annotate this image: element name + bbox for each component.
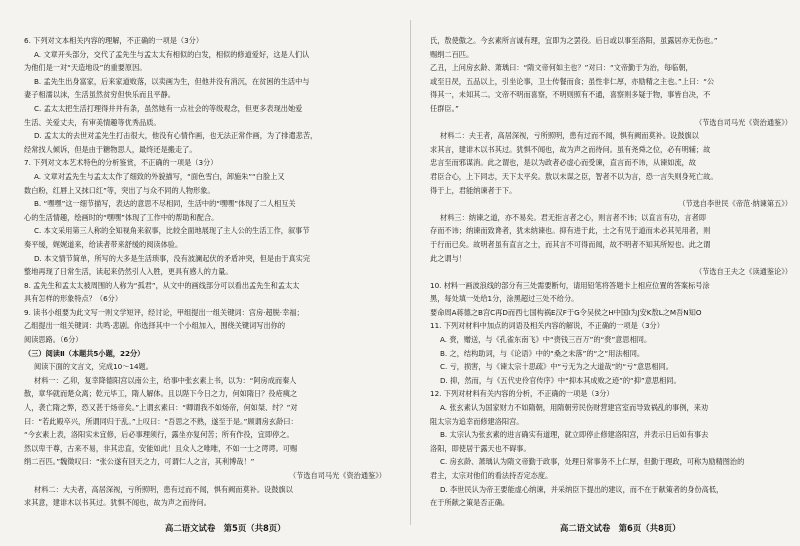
left-page-line: C. 孟太太把生活打理得井井有条，虽然她有一点社会的等级观念，但更多表现出她爱	[34, 103, 303, 113]
page-6	[430, 34, 800, 512]
right-page-line: 于行而已矣。故明者虽有直言之士，而其言不可得而闻，故不明者不知其所短也。此之谓	[430, 239, 711, 249]
left-page-line: C. 本文采用第三人称的全知视角来叙事，比较全面地展现了主人公的生活工作，叙事节	[34, 226, 310, 236]
left-page-line: A. 文章开头部分，交代了孟先生与孟太太有相似的白发，相似的修道爱好，这是人们认	[34, 49, 310, 59]
left-page-line: “今玄素上表，洛阳实未宜修，后必事理须行，露坐亦复何苦；所有作役，宜即停之。	[24, 430, 294, 440]
right-page-line: 11. 下列对材料中加点的词语及相关内容的解说，不正确的一项是（3分）	[430, 321, 664, 331]
right-page-line: B. 太宗认为张玄素的进言确实有道理，就立即停止修建洛阳宫，并表示日后如有事去	[440, 430, 709, 440]
right-page-line: A. 张玄素认为国家财力不如隋朝，用隋朝劳民伤财营建宫室而导致祸乱的事例，来劝	[440, 403, 709, 413]
left-page-line: D. 孟太太的去世对孟先生打击很大，他没有心情作画，也无法正常作画，为了排遣悲苦，	[34, 131, 318, 141]
right-page-line: 10. 材料一画波浪线的部分有三处需要断句，请用铅笔将答题卡上相应位置的答案标号涂	[430, 280, 710, 290]
left-page-line: 7. 下列对文本艺术特色的分析鉴赏，不正确的一项是（3分）	[24, 158, 218, 168]
left-page-line: B. 孟先生出身富家，后来家道败落，以卖画为生，但他并没有消沉，在贫困的生活中与	[34, 76, 310, 86]
left-page-line: 散，章华就而楚众离；乾元毕工，隋人解体。且以陛下今日之力，何如隋日？役疮痍之	[24, 389, 298, 399]
left-page-line: （三）阅读Ⅱ（本题共5小题，22分）	[24, 348, 145, 358]
right-page-line: 君臣合心，上下同志，天下太平矣。敖以未谋之臣，智者不以为言，恐一言失则身死亡故。	[430, 171, 718, 181]
left-page-line: 生活、关爱丈夫，有审美情趣等优秀品质。	[24, 117, 161, 127]
left-page-line: 6. 下列对文本相关内容的理解，不正确的一项是（3分）	[24, 36, 204, 45]
left-page-line: 妻子相濡以沫，生活虽然贫穷但快乐而且平静。	[24, 90, 175, 100]
page-divider	[410, 20, 411, 525]
right-page-line: 任群臣。”	[430, 103, 459, 113]
left-page-line: 材料一：乙卯，复幸降德阳宫以南公主，给事中张玄素上书，以为：“阿房成而秦人	[34, 375, 297, 385]
right-page-line: 要命周A蒋德之B宫C再D而西七国构祸E汉F于G令吴侯之H中国I为J安K敖L之M吾N知O	[430, 307, 702, 317]
left-page-line: D. 本文情节简单，所写的大多是生活琐事，没有波澜起伏的矛盾冲突，但是由于真实完	[34, 253, 311, 263]
right-page-line: 或至日昃，五品以上，引坐论事，卫士传餐而食；虽性非仁厚，亦励精之主也。”上曰：“公	[430, 76, 715, 86]
left-page-line: A. 文章对孟先生与孟太太作了细致的外貌描写，“面色雪白，卸施朱”“白脸上又	[34, 171, 285, 181]
left-page-line: 乙组提出一组关键词：共鸣·悲剧。你选择其中一个小组加入，围绕关键词写出你的	[24, 321, 286, 331]
left-page-line: 心的生活情趣，绘画时的“嘿嘿”体现了工作中的帮助和配合。	[24, 212, 219, 222]
right-page-line: 得于上，君能纳谏者于下。	[430, 185, 517, 195]
right-page-line: A. 赍，赠送，与《孔雀东南飞》中“赍钱三百万”的“赍”意思相同。	[440, 335, 652, 345]
right-page-line: C. 亏，损害，与《谏太宗十思疏》中“亏无为之大道哉”的“亏”意思相同。	[440, 362, 673, 372]
left-page-line: （节选自司马光《资治通鉴》）	[288, 471, 386, 480]
right-page-line: 材料三：纳谏之道，亦不易矣。君无拒言者之心，则言者不讳；以直言有功，言者即	[440, 212, 706, 222]
left-page-line: 绢二百匹。”魏徵叹曰：“张公遂有回天之力，可谓仁人之言，其利博哉！”	[24, 457, 255, 467]
right-page-line: 氏，敖使傲之。今玄素所言诚有理，宜即为之罢役。后日或以事至洛阳，虽露居亦无伤也。”	[430, 36, 718, 45]
right-page-line: 得其一，未知其二。文帝不明而喜察，不明则照有不通，喜察则多疑于物，事皆自决，不	[430, 90, 711, 100]
left-page-line: 经常找人倾诉，但是由于糖物思人，最终还是搬走了。	[24, 144, 197, 154]
right-page-line: 存而不讳；纳谏而致谗者，犹未纳谏也。抑有进于此，士之有见于道而未必其见用者，则	[430, 226, 711, 236]
page-5	[24, 34, 396, 512]
right-page-line: 求其言，建诽木以书其过。犹惧不闻也，故为声之而待问。虽有尧舜之位，必有明辅；故	[430, 144, 711, 154]
page-5-footer: 高二语文试卷 第5页（共8页）	[165, 523, 286, 533]
right-page-line: B. 之，结构助词，与《论语》中的“桑之未落”的“之”用法相同。	[440, 348, 645, 358]
left-page-line: 数白粉，红唇上又抹口红”等，突出了与众不同的人物形象。	[24, 185, 215, 195]
right-page-line: D. 抑，然而，与《五代史伶官传序》中“抑本其成败之迹”的“抑”意思相同。	[440, 375, 681, 385]
left-page-line: 9. 读书小组要为此文写一则文学短评，经讨论，甲组提出一组关键词：宫房·超脱·幸福；	[24, 307, 304, 317]
left-page-line: 具有怎样的形象特点？（6分）	[24, 294, 123, 304]
left-page-line: 曰：“若此殿卒兴，所谓同归于乱。”上叹曰：“吾思之不熟，遂至于是。”顾谓房玄龄曰：	[24, 416, 298, 426]
right-page-line: 洛阳，即使居于露天也不碍事。	[430, 443, 531, 453]
right-page-line: （节选自司马光《资治通鉴》）	[694, 117, 792, 127]
left-page-line: 阅读下面的文言文，完成10～14题。	[34, 362, 153, 372]
right-page-line: 12. 下列对材料有关内容的分析，不正确的一项是（3分）	[430, 389, 614, 399]
right-page-line: 在于所献之策是否正确。	[430, 498, 510, 508]
right-page-line: 君主，太宗对他们的看法持否定态度。	[430, 471, 553, 480]
left-page-line: 8. 孟先生和孟太太被周围的人称为“孤君”，从文中的画线部分可以看出孟先生和孟太太	[24, 280, 300, 290]
right-page-line: （节选自李世民《帝范·纳谏第五》）	[678, 199, 792, 209]
right-page-line: 阻太宗为追幸而修建洛阳宫。	[430, 416, 524, 426]
right-page-line: 忠言至而邪谋消。此之谓也，是以为政者必虚心而受谏，直言而不讳，从谏如流，故	[430, 158, 696, 168]
left-page-line: 整地再现了日常生活，读起来仍然引人入胜，更具有感人的力量。	[24, 267, 233, 277]
left-page-line: 为他们是一对“天造地设”的重要原因。	[24, 63, 147, 73]
left-page-line: 阅读思路。（6分）	[24, 335, 83, 345]
right-page-line: 材料二：夫王者，高居深视，亏所照明，患有过而不闻，惧有阙而莫补。设鼓旗以	[440, 131, 699, 141]
left-page-line: 求其意，建诽木以书其过。犹惧不闻也，故为声之而待问。	[24, 498, 211, 508]
left-page-line: 奏平缓，娓娓道来，给读者带来舒缓的阅读体验。	[24, 239, 183, 249]
right-page-line: 黑，每处填一处给1分，涂黑超过三处不给分。	[430, 294, 579, 304]
right-page-line: 赐绢二百匹。	[430, 49, 474, 59]
left-page-line: B. “嘿嘿”这一细节描写，表达的意思不尽相同，生活中的“嘿嘿”体现了二人相互关	[34, 199, 296, 209]
right-page-line: 此之谓与！	[430, 253, 466, 263]
left-page-line: 然以卑干尊，古来不易，非其忠直，安能如此！且众人之唯唯，不如一士之谔谔。可赐	[24, 443, 298, 453]
right-page-line: （节选自王夫之《读通鉴论》）	[694, 267, 792, 277]
left-page-line: 材料二：大夫者，高居深视，亏所照明，患有过而不闻，惧有阙而莫补。设鼓旗以	[34, 484, 293, 494]
page-6-footer: 高二语文试卷 第6页（共8页）	[560, 523, 681, 533]
right-page-line: D. 李世民认为帝王要能虚心纳谏，并采纳臣下提出的建议，而不在于献策者的身份高低，	[440, 484, 724, 494]
right-page-line: 乙丑，上问房玄龄、萧瑀曰：“隋文帝何如主也？”对曰：“文帝勤于为治，每临朝，	[430, 63, 693, 73]
left-page-line: 人，袭亡隋之弊，恐又甚于炀帝矣。”上谓玄素曰：“卿谓我不如炀帝，何如桀、纣？”对	[24, 403, 298, 413]
right-page-line: C. 房玄龄、萧瑀认为隋文帝勤于政事，处理日常事务不上仁厚，但勤于理政，可称为励精图治的	[440, 457, 745, 467]
